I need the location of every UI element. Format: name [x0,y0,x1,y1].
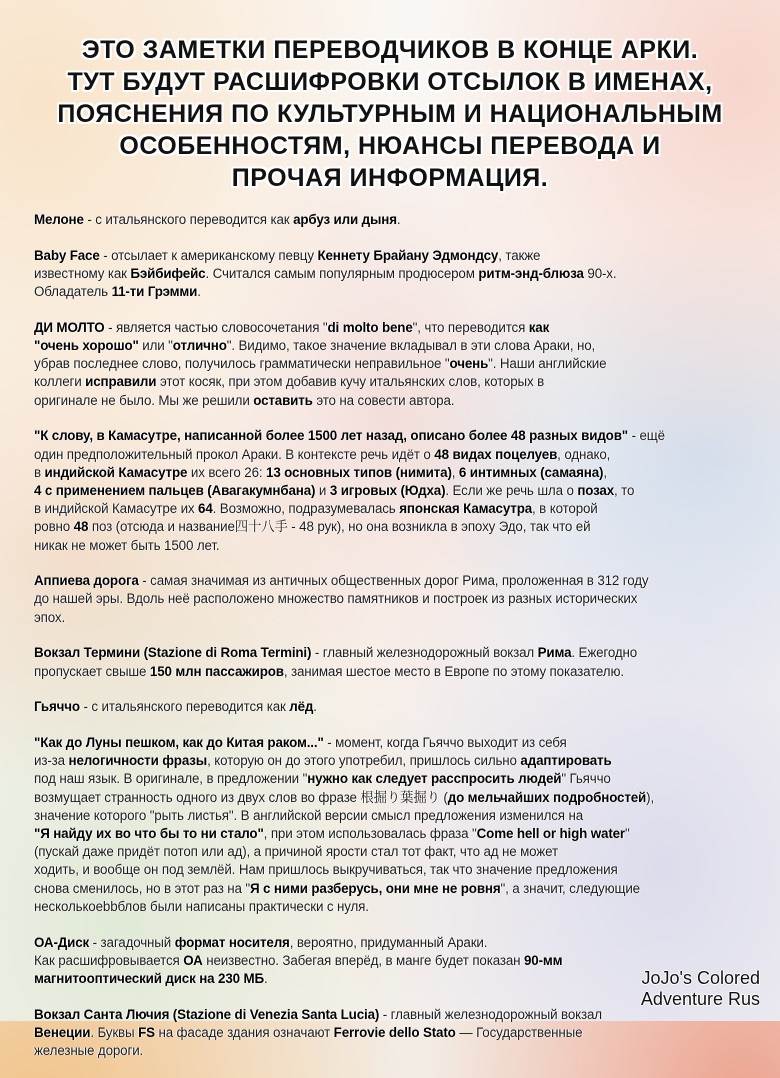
note-line [34,355,764,373]
note-text: - является частью словосочетания " [104,319,328,335]
note-text: ", что переводится [412,319,529,335]
note-text: - самая значимая из античных общественных дорог Рима, проложенная в 312 году [138,573,649,589]
bold-term: 4 с применением пальцев (Авагакумнбана) [34,482,316,498]
note-text: . Считался самым популярным продюсером [205,265,479,281]
note-line [34,537,764,555]
bold-term: нужно как следует расспросить людей [307,771,562,787]
title-line: ОСОБЕННОСТЯМ, НЮАНСЫ ПЕРЕВОДА И [119,132,661,160]
note-line [34,373,764,391]
credit-line: JoJo's Colored [641,968,760,988]
note-line [34,934,764,952]
note-line [34,590,764,608]
note-paragraph [34,211,764,229]
note-text: " [625,825,630,841]
note-line [34,698,764,716]
note-paragraph [34,1006,764,1061]
note-text: , также [498,247,541,263]
note-line [34,211,764,229]
note-text: известному как [34,265,131,281]
note-line [34,843,764,861]
note-line [34,898,764,916]
note-text: , однако, [557,446,611,462]
note-line [34,880,764,898]
note-line [34,247,764,265]
note-text: ", а значит, следующие [500,880,640,896]
bold-term: "очень хорошо" [34,338,139,354]
bold-term: индийской Камасутре [44,464,188,480]
bold-term: 6 интимных (самаяна) [458,464,604,480]
note-line [34,644,764,662]
bold-term: японская Камасутра [399,501,533,517]
bold-term: 150 млн пассажиров [149,663,284,679]
bold-term: отлично [172,338,227,354]
bold-term: "Как до Луны пешком, как до Китая раком..." [34,734,324,750]
bold-term: магнитооптический диск на 230 МБ [34,970,264,986]
note-text: под наш язык. В оригинале, в предложении " [34,771,308,787]
title-line: ТУТ БУДУТ РАСШИФРОВКИ ОТСЫЛОК В ИМЕНАХ, [67,68,713,96]
credit-line: Adventure Rus [640,989,760,1009]
note-text: ". Видимо, такое значение вкладывал в эти слова Араки, но, [226,338,596,354]
note-line [34,807,764,825]
note-line [34,734,764,752]
note-text: - главный железнодорожный вокзал [311,645,538,661]
note-text: коллеги [34,374,86,390]
note-text: - главный железнодорожный вокзал [379,1006,602,1022]
note-text: возмущает странность одного из двух слов во фразе 根掘り葉掘り ( [34,789,448,805]
note-line [34,789,764,807]
note-text: в индийской Камасутре их [34,501,199,517]
note-line [34,464,764,482]
note-text: - с итальянского переводится как [79,699,290,715]
bold-term: "К слову, в Камасутре, написанной более 1500 лет назад, описано более 48 разных видов" [34,428,628,444]
scanlation-credit [641,968,760,1010]
title-line: ПРОЧАЯ ИНФОРМАЦИЯ. [231,164,549,192]
bold-term: 11-ти Грэмми [111,284,198,300]
note-line [34,500,764,518]
bold-term: исправили [85,374,157,390]
title-line: ПОЯСНЕНИЯ ПО КУЛЬТУРНЫМ И НАЦИОНАЛЬНЫМ [57,100,723,128]
note-text: ровно [34,519,74,535]
bold-term: Рима [537,645,572,661]
note-text: убрав последнее слово, получилось грамматически неправильное " [34,356,450,372]
bold-term: позах [577,482,615,498]
note-text: Как расшифровывается [34,952,184,968]
note-text: - с итальянского переводится как [83,212,294,227]
note-text: это на совести автора. [312,392,455,408]
note-text: — Государственные [455,1024,583,1040]
note-text: . [263,970,268,986]
bold-term: 48 [73,519,89,535]
bold-term: арбуз или дыня [293,212,397,227]
note-text: , при этом использовалась фраза " [263,825,477,841]
note-text: , [451,464,459,480]
note-text: пропускает свыше [34,663,150,679]
bold-term: 90-мм [523,952,563,968]
title-line: ЭТО ЗАМЕТКИ ПЕРЕВОДЧИКОВ В КОНЦЕ АРКИ. [81,36,699,64]
note-text: ходить, и вообще он под землёй. Нам пришлось выкручиваться, так что значение предложения [34,862,618,878]
note-text: - отсылает к американскому певцу [99,247,318,263]
note-text: ". Наши английские [488,356,607,372]
bold-term: как [528,319,550,335]
note-line [34,752,764,770]
note-paragraph [34,734,764,916]
note-line [34,861,764,879]
bold-term: Гьяччо [34,699,80,715]
note-text: железные дороги. [34,1043,144,1059]
note-text: 90-х. [583,265,617,281]
note-text: в [34,464,45,480]
note-paragraph [34,698,764,716]
bold-term: Baby Face [34,247,100,263]
note-line [34,337,764,355]
note-text: - ещё [628,428,665,444]
note-line [34,572,764,590]
bold-term: di molto bene [327,319,413,335]
note-text: . [197,284,201,300]
note-line [34,770,764,788]
note-line [34,427,764,445]
note-text: значение которого "рыть листья". В английской версии смысл предложения изменился на [34,807,583,823]
bold-term: ОА [183,952,203,968]
note-paragraph [34,644,764,680]
note-line [34,265,764,283]
note-text: несколькоebbблов были написаны практически с нуля. [34,898,369,914]
note-text: . [313,699,317,715]
note-text: оригинале не было. Мы же решили [34,392,254,408]
bold-term: формат носителя [174,934,290,950]
bold-term: ОА-Диск [34,934,90,950]
note-line [34,283,764,301]
bold-term: "Я найду их во что бы то ни стало" [34,825,264,841]
bold-term: очень [449,356,489,372]
note-line [34,319,764,337]
bold-term: 3 игровых (Юдха) [329,482,446,498]
translator-notes [34,211,764,1078]
note-text: эпох. [34,609,66,625]
note-text: снова сменилось, но в этот раз на " [34,880,251,896]
note-text: поз (отсюда и название四十八手 - 48 рук), но она возникла в эпоху Эдо, так что ей [88,519,591,535]
note-text: , вероятно, придуманный Араки. [289,934,488,950]
note-text: или " [138,338,173,354]
note-text: . Буквы [90,1024,139,1040]
bold-term: FS [138,1024,155,1040]
note-text: , которую он до этого употребил, пришлось сильно [207,753,521,769]
note-paragraph [34,247,764,302]
note-line [34,446,764,464]
note-text: . Возможно, подразумевалась [212,501,400,517]
note-text: из-за [34,753,69,769]
note-text: (пускай даже придёт потоп или ад), а причиной ярости стал тот факт, что ад не может [34,844,558,860]
note-line [34,825,764,843]
bold-term: ритм-энд-блюза [478,265,584,281]
note-paragraph [34,572,764,627]
note-line [34,392,764,410]
bold-term: нелогичности фразы [68,753,208,769]
note-text: , в которой [532,501,598,517]
note-line [34,1024,764,1042]
note-line [34,1042,764,1060]
note-paragraph [34,319,764,410]
note-text: . Если же речь шла о [445,482,578,498]
note-text: - момент, когда Гьяччо выходит из себя [323,734,567,750]
note-text: ), [646,789,655,805]
bold-term: лёд [289,699,314,715]
bold-term: 48 видах поцелуев [434,446,558,462]
note-line [34,482,764,500]
bold-term: Венеции [34,1024,91,1040]
note-text: никак не может быть 1500 лет. [34,537,220,553]
bold-term: до мельчайших подробностей [447,789,647,805]
note-text: - загадочный [89,934,175,950]
bold-term: 64 [198,501,213,517]
bold-term: 13 основных типов (нимита) [266,464,452,480]
note-text: до нашей эры. Вдоль неё расположено множество памятников и построек из разных исторических [34,591,638,607]
note-text: , то [614,482,635,498]
note-text: . [396,212,401,227]
bold-term: Я с ними разберусь, они мне не ровня [250,880,501,896]
note-text: , [603,464,607,480]
note-text: и [315,482,330,498]
note-line [34,663,764,681]
bold-term: Вокзал Термини (Stazione di Roma Termini) [34,645,312,661]
page-title [0,34,780,194]
bold-term: Come hell or high water [476,825,625,841]
bold-term: оставить [253,392,313,408]
note-text: Обладатель [34,284,112,300]
note-text: , занимая шестое место в Европе по этому показателю. [283,663,624,679]
note-line [34,518,764,536]
note-text: один предположительный прокол Араки. В контексте речь идёт о [34,446,435,462]
bold-term: ДИ МОЛТО [34,319,105,335]
note-text: их всего 26: [187,464,267,480]
note-text: неизвестно. Забегая вперёд, в манге будет показан [202,952,524,968]
bold-term: Аппиева дорога [34,573,139,589]
note-line [34,609,764,627]
bold-term: Бэйбифейс [130,265,206,281]
note-text: на фасаде здания означают [154,1024,334,1040]
note-paragraph [34,427,764,554]
bold-term: Мелоне [34,212,84,227]
bold-term: Вокзал Санта Лючия (Stazione di Venezia Santa Lucia) [34,1006,380,1022]
bold-term: Кеннету Брайану Эдмондсу [317,247,499,263]
note-text: . Ежегодно [571,645,638,661]
note-text: " Гьяччо [561,771,611,787]
bold-term: Ferrovie dello Stato [333,1024,456,1040]
note-text: этот косяк, при этом добавив кучу итальянских слов, которых в [156,374,545,390]
bold-term: адаптировать [520,753,612,769]
